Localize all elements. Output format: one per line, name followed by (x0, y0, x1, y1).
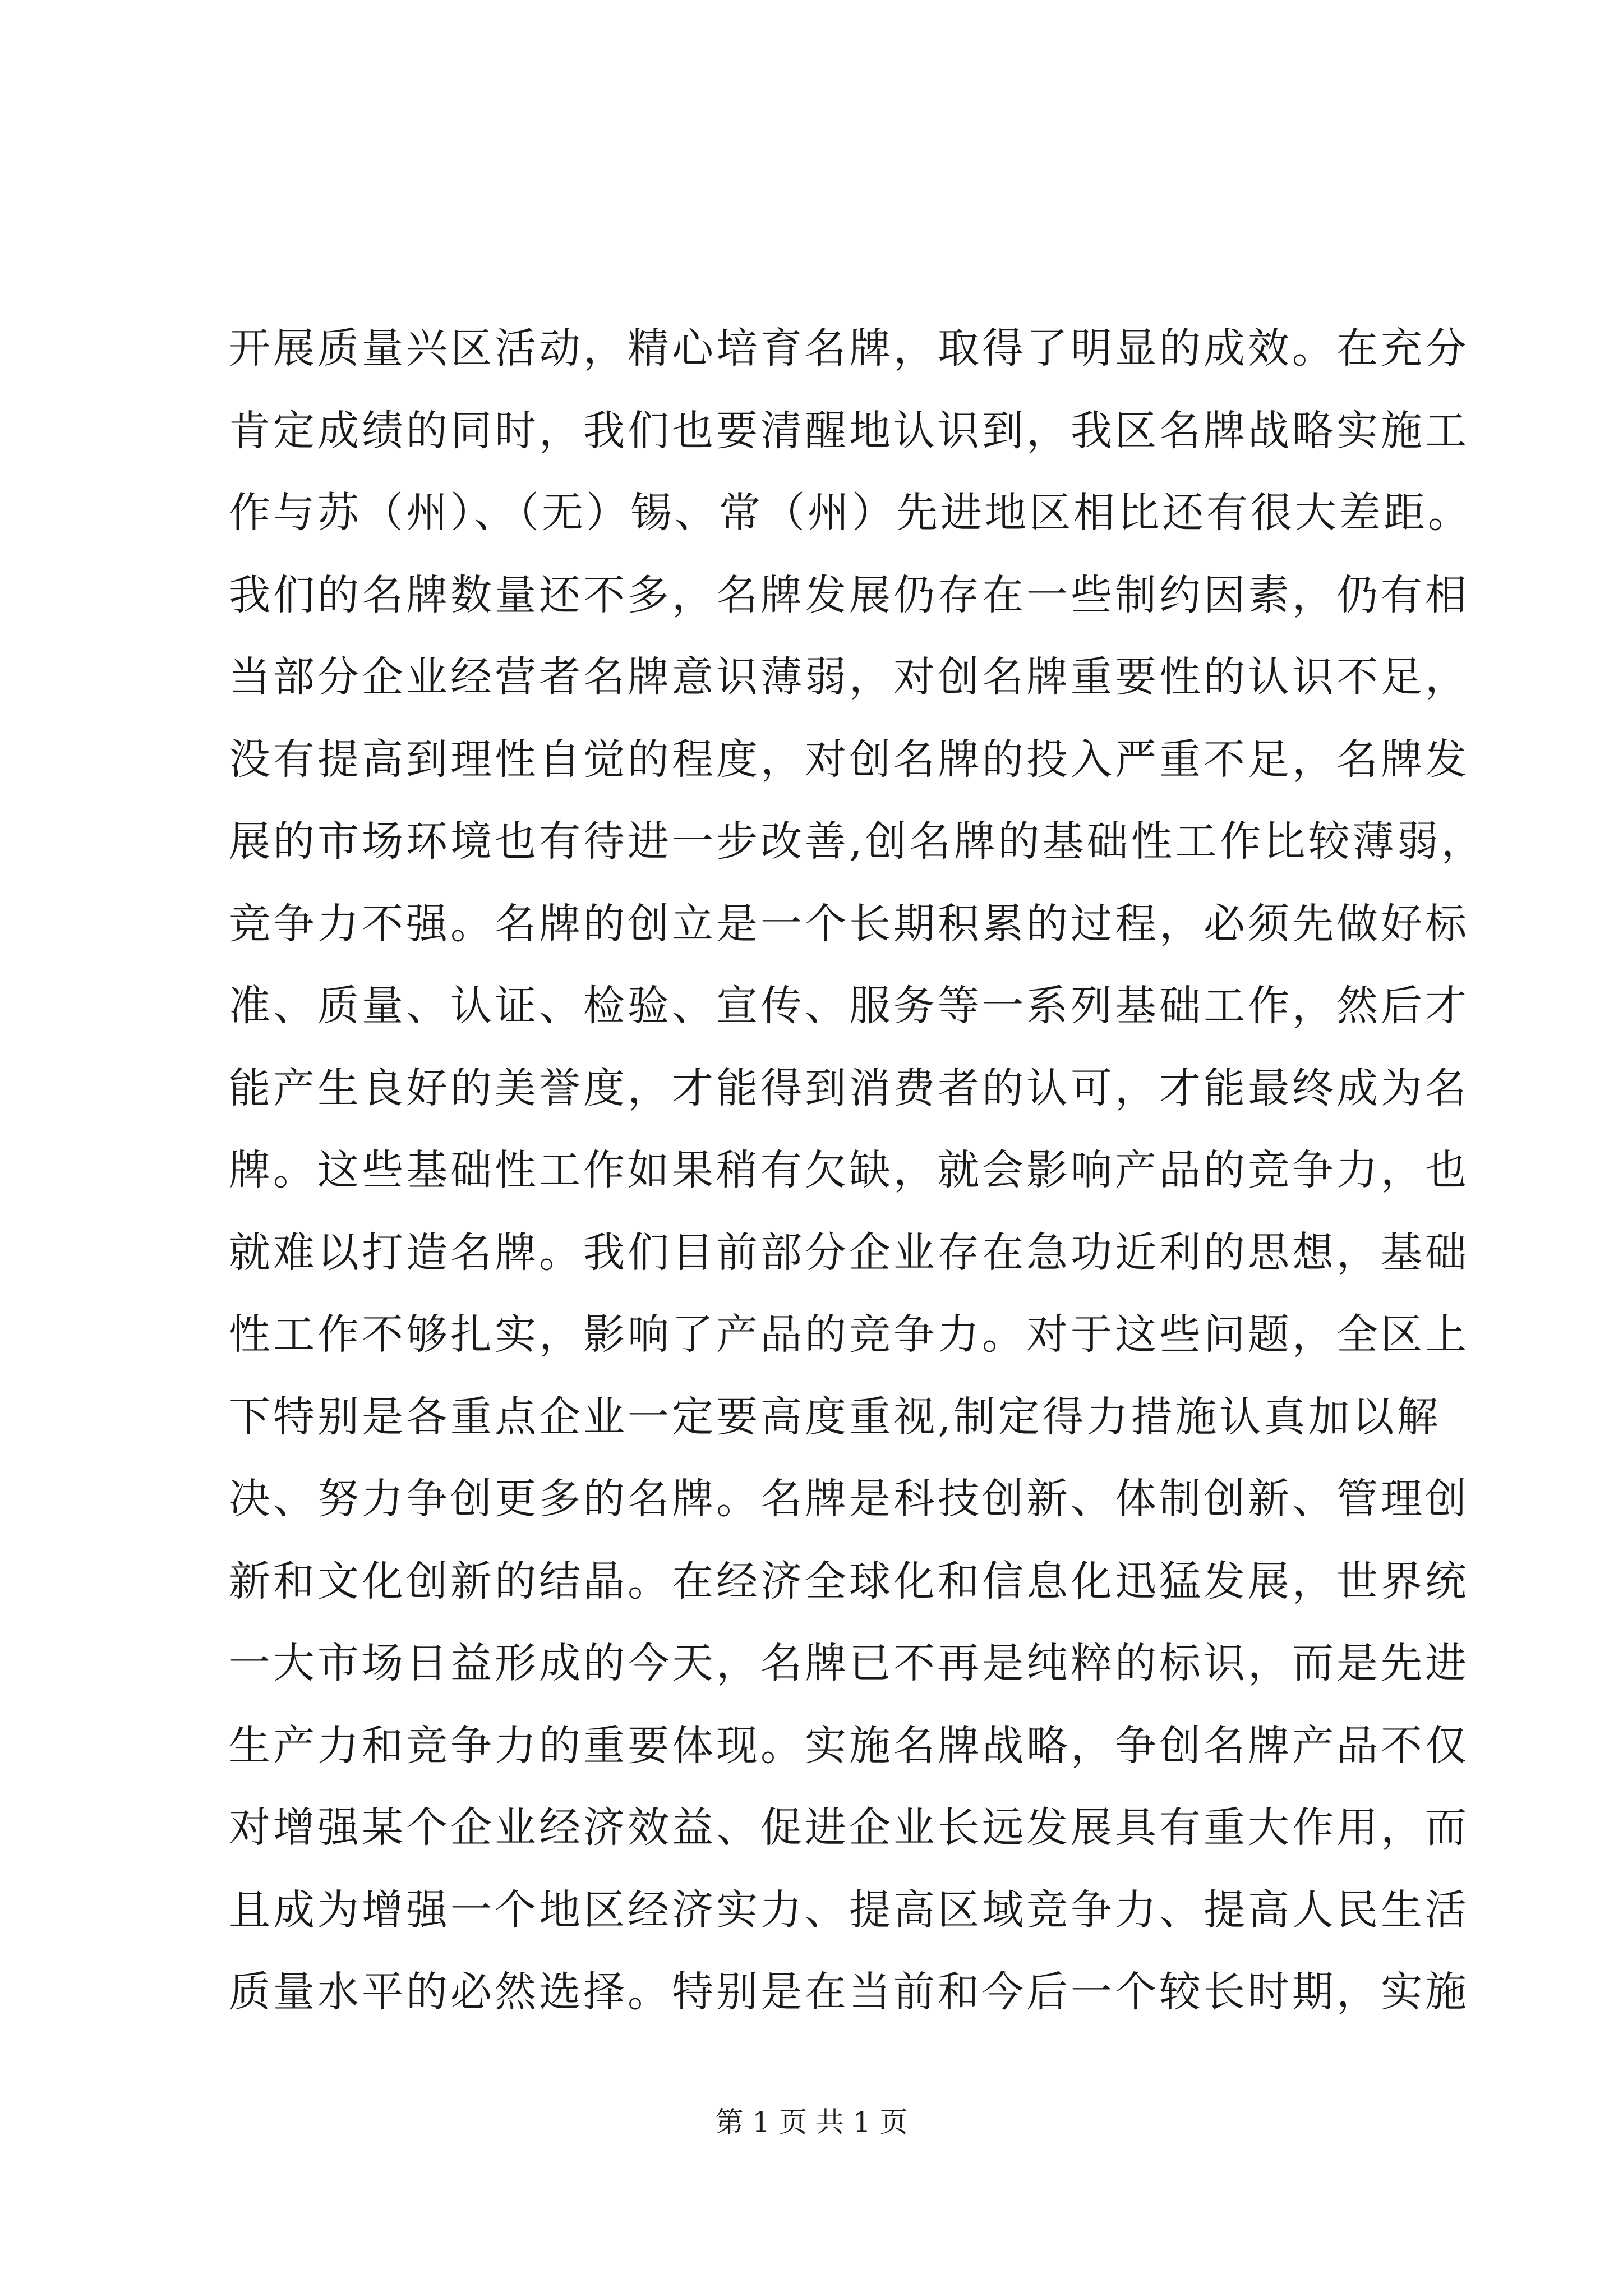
text-line: 且成为增强一个地区经济实力、提高区域竞争力、提高人民生活 (229, 1885, 1469, 1934)
text-line: 展的市场环境也有待进一步改善,创名牌的基础性工作比较薄弱， (229, 817, 1486, 866)
text-line: 能产生良好的美誉度，才能得到消费者的认可，才能最终成为名 (229, 1064, 1469, 1112)
text-line: 作与苏（州）、（无）锡、常（州）先进地区相比还有很大差距。 (229, 489, 1472, 537)
text-line: 牌。这些基础性工作如果稍有欠缺，就会影响产品的竞争力，也 (229, 1146, 1469, 1194)
text-line: 就难以打造名牌。我们目前部分企业存在急功近利的思想，基础 (229, 1228, 1469, 1277)
text-line: 下特别是各重点企业一定要高度重视,制定得力措施认真加以解 (229, 1392, 1441, 1441)
text-line: 决、努力争创更多的名牌。名牌是科技创新、体制创新、管理创 (229, 1475, 1469, 1523)
text-line: 生产力和竞争力的重要体现。实施名牌战略，争创名牌产品不仅 (229, 1721, 1469, 1770)
text-line: 我们的名牌数量还不多，名牌发展仍存在一些制约因素，仍有相 (229, 570, 1469, 619)
text-line: 对增强某个企业经济效益、促进企业长远发展具有重大作用，而 (229, 1803, 1469, 1852)
text-line: 新和文化创新的结晶。在经济全球化和信息化迅猛发展，世界统 (229, 1557, 1469, 1605)
text-line: 质量水平的必然选择。特别是在当前和今后一个较长时期，实施 (229, 1968, 1469, 2016)
text-line: 准、质量、认证、检验、宣传、服务等一系列基础工作，然后才 (229, 982, 1469, 1030)
text-line: 性工作不够扎实，影响了产品的竞争力。对于这些问题，全区上 (229, 1310, 1469, 1359)
text-line: 开展质量兴区活动，精心培育名牌，取得了明显的成效。在充分 (229, 324, 1469, 372)
text-line: 一大市场日益形成的今天，名牌已不再是纯粹的标识，而是先进 (229, 1639, 1469, 1687)
text-line: 当部分企业经营者名牌意识薄弱，对创名牌重要性的认识不足， (229, 653, 1469, 701)
text-line: 肯定成绩的同时，我们也要清醒地认识到，我区名牌战略实施工 (229, 406, 1469, 455)
page-footer: 第 1 页 共 1 页 (715, 2106, 908, 2138)
body-text (229, 307, 1486, 2033)
text-line: 没有提高到理性自觉的程度，对创名牌的投入严重不足，名牌发 (229, 735, 1469, 784)
text-line: 竞争力不强。名牌的创立是一个长期积累的过程，必须先做好标 (229, 899, 1469, 948)
